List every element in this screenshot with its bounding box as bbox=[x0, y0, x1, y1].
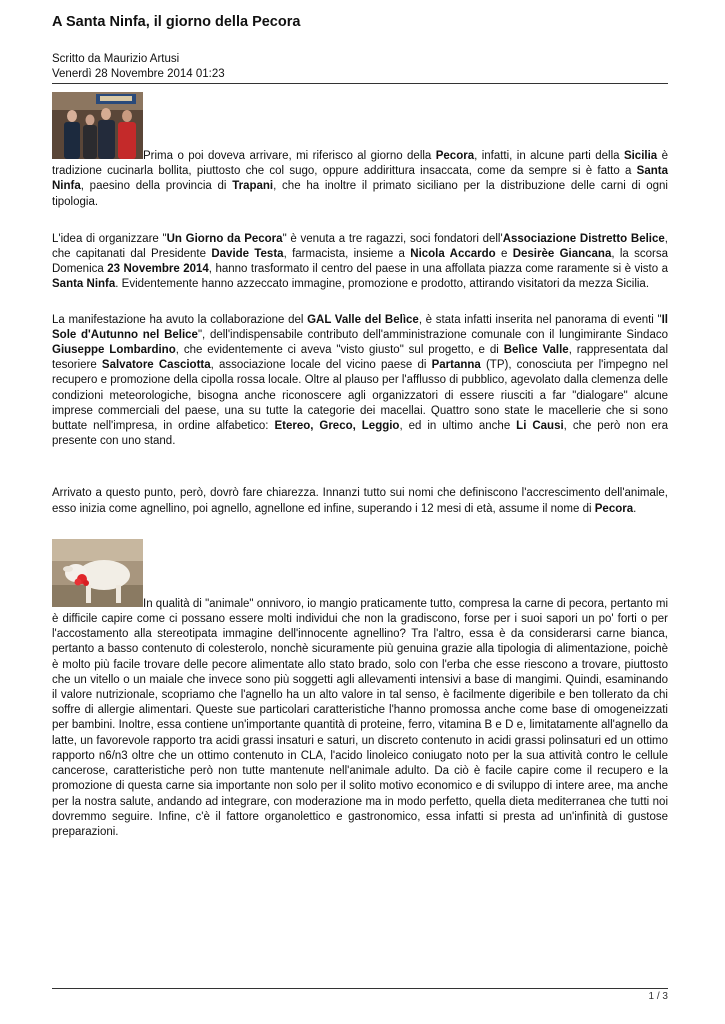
text-run: , associazione locale del vicino paese di bbox=[210, 359, 432, 372]
author-line: Scritto da Maurizio Artusi bbox=[52, 53, 180, 65]
paragraph-2-text bbox=[52, 233, 668, 291]
lamb-photo bbox=[52, 539, 143, 612]
text-run: , farmacista, insieme a bbox=[283, 248, 411, 261]
bold-text: Un Giorno da Pecora bbox=[166, 232, 283, 245]
paragraph-1-text bbox=[52, 150, 668, 208]
text-run: , è stata infatti inserita nel panorama di eventi " bbox=[418, 313, 662, 326]
text-run: La manifestazione ha avuto la collaborazione del bbox=[52, 313, 308, 326]
bold-text: Davide Testa bbox=[211, 248, 284, 261]
text-run: , ed in ultimo anche bbox=[399, 420, 517, 433]
text-run: , paesino della provincia di bbox=[80, 180, 233, 193]
text-run: , che evidentemente ci aveva "visto giusto" sul progetto, e di bbox=[175, 344, 504, 357]
paragraph-5 bbox=[52, 539, 668, 840]
bold-text: Trapani bbox=[232, 180, 274, 193]
text-run: e bbox=[495, 248, 513, 261]
paragraph-3 bbox=[52, 313, 668, 450]
bold-text: GAL Valle del Belìce bbox=[307, 313, 419, 326]
bold-text: Pecora bbox=[594, 502, 634, 515]
header-divider bbox=[52, 83, 668, 84]
page-number: 1 / 3 bbox=[648, 991, 668, 1002]
text-run: , rappresentata dal tesoriere bbox=[52, 344, 668, 372]
bold-text: Giuseppe Lombardino bbox=[52, 344, 176, 357]
paragraph-2 bbox=[52, 232, 668, 293]
text-run: . Evidentemente hanno azzeccato immagine, promozione e prodotto, attirando visitatori da mezza Sicilia. bbox=[115, 278, 650, 291]
organizers-photo bbox=[52, 92, 143, 164]
text-run: (TP), conosciuta per l'impegno nel recupero e promozione della cipolla rossa locale. Oltre al plauso per l'afflusso di pubblico, agevolato dalla clemenza delle condizioni meteorologiche, bisogna anche riconoscere agli organizzatori di essere riusciti a far "dialogare" alcune imprese commerciali del paese, una su tutte la categorie dei macellai. Quattro sono state le macellerie che si sono buttate nell'impresa, in ordine alfabetico: bbox=[52, 359, 668, 433]
bold-text: Pecora bbox=[435, 150, 475, 162]
text-run: In qualità di "animale" onnivoro, io mangio praticamente tutto, compresa la carne di pecora, pertanto mi è difficile capire come ci possano essere molti individui che non la gradiscono, forse per i suoi sapori un po' forti o per l'accostamento alla stereotipata immagine dell'innocente agnellino? Tra l'altro, essa è da considerarsi carne bianca, pertanto a basso contenuto di colesterolo, nonchè sicuramente più genuina grazie alla tipologia di alimentazione, poichè è molto più facile trovare delle pecore alimentate allo stato brado, solo con l'erba che esse riescono a trovare, piuttosto che un vitello o un maiale che invece sono più soggetti agli allevamenti intensivi a base di mangimi. Quindi, esaminando il valore nutrizionale, scopriamo che l'agnello ha un alto valore in tal senso, è facilmente digeribile e ben tollerato da chi soffre di allergie alimentari. Queste sue particolari caratteristiche l'hanno promossa anche come base di omogeneizzati per bambini. Inoltre, essa contiene un'importante quantità di proteine, ferro, vitamina B e D e, limitatamente all'agnello da latte, un favorevole rapporto tra acidi grassi insaturi e saturi, un discreto contenuto in acidi grassi polinsaturi ed un ottimo rapporto n6/n3 oltre che un ottimo contenuto in CLA, l'acido linoleico coniugato noto per la sua attività contro le cellule cancerose, caratteristiche però non tutte mantenute nell'animale adulto. Da ciò è facile capire come il recupero e la promozione di questa carne sia importante non solo per il solito motivo economico e di sviluppo di intere aree, ma anche per la nostra salute, andando ad integrare, con moderazione ma in modo perfetto, quella dieta mediterranea che tutti noi dovremmo seguire. Infine, c'è il fattore organolettico e gastronomico, essa infatti si presta ad un'infinità di gustose preparazioni. bbox=[52, 597, 668, 838]
text-run: , che capitanati dal Presidente bbox=[52, 232, 668, 261]
text-run: . bbox=[633, 502, 637, 515]
text-run: ", dell'indispensabile contributo dell'amministrazione comunale con il lungimirante Sindaco bbox=[197, 328, 668, 341]
bold-text: Sicilia bbox=[623, 150, 658, 162]
text-run: , infatti, in alcune parti della bbox=[474, 150, 624, 162]
paragraph-1 bbox=[52, 92, 668, 210]
document-page bbox=[52, 0, 668, 1024]
footer-divider bbox=[52, 988, 668, 989]
text-run: L'idea di organizzare " bbox=[52, 232, 167, 245]
article-meta bbox=[52, 52, 225, 82]
paragraph-4-text bbox=[52, 487, 668, 514]
bold-text: Salvatore Casciotta bbox=[101, 359, 211, 372]
bold-text: Etereo, Greco, Leggio bbox=[274, 420, 400, 433]
bold-text: Li Causi bbox=[516, 420, 564, 433]
text-run: , hanno trasformato il centro del paese in una affollata piazza come raramente si è visto a bbox=[208, 263, 669, 276]
article-title: A Santa Ninfa, il giorno della Pecora bbox=[52, 14, 301, 30]
bold-text: Santa Ninfa bbox=[52, 278, 116, 291]
text-run: " è venuta a tre ragazzi, soci fondatori dell' bbox=[282, 232, 503, 245]
paragraph-3-text bbox=[52, 314, 668, 448]
bold-text: 23 Novembre 2014 bbox=[107, 263, 209, 276]
paragraph-4 bbox=[52, 486, 668, 516]
date-line: Venerdì 28 Novembre 2014 01:23 bbox=[52, 68, 225, 80]
text-run: Arrivato a questo punto, però, dovrò fare chiarezza. Innanzi tutto sui nomi che definiscono l'accrescimento dell'animale, esso inizia come agnellino, poi agnello, agnellone ed infine, superando i 12 mesi di età, assume il nome di bbox=[52, 487, 668, 515]
article-body bbox=[52, 92, 668, 840]
text-run: Prima o poi doveva arrivare, mi riferisco al giorno della bbox=[143, 150, 436, 162]
bold-text: Partanna bbox=[431, 359, 481, 372]
bold-text: Il Sole d'Autunno nel Belice bbox=[52, 313, 668, 341]
text-run: è tradizione cucinarla bollita, piuttosto che col sugo, oppure addirittura insaccata, come da sempre si è fatto a bbox=[52, 150, 668, 178]
bold-text: Associazione Distretto Belice bbox=[502, 232, 665, 245]
paragraph-5-text bbox=[52, 598, 668, 838]
text-run: , che ha inoltre il primato siciliano per la distribuzione delle carni di ogni tipologia. bbox=[52, 180, 668, 208]
text-run: , che però non era presente con uno stand. bbox=[52, 420, 669, 448]
bold-text: Nicola Accardo bbox=[410, 248, 496, 261]
bold-text: Santa Ninfa bbox=[52, 165, 668, 193]
bold-text: Desirèe Giancana bbox=[512, 248, 612, 261]
bold-text: Belìce Valle bbox=[503, 344, 569, 357]
text-run: , la scorsa Domenica bbox=[52, 248, 668, 276]
